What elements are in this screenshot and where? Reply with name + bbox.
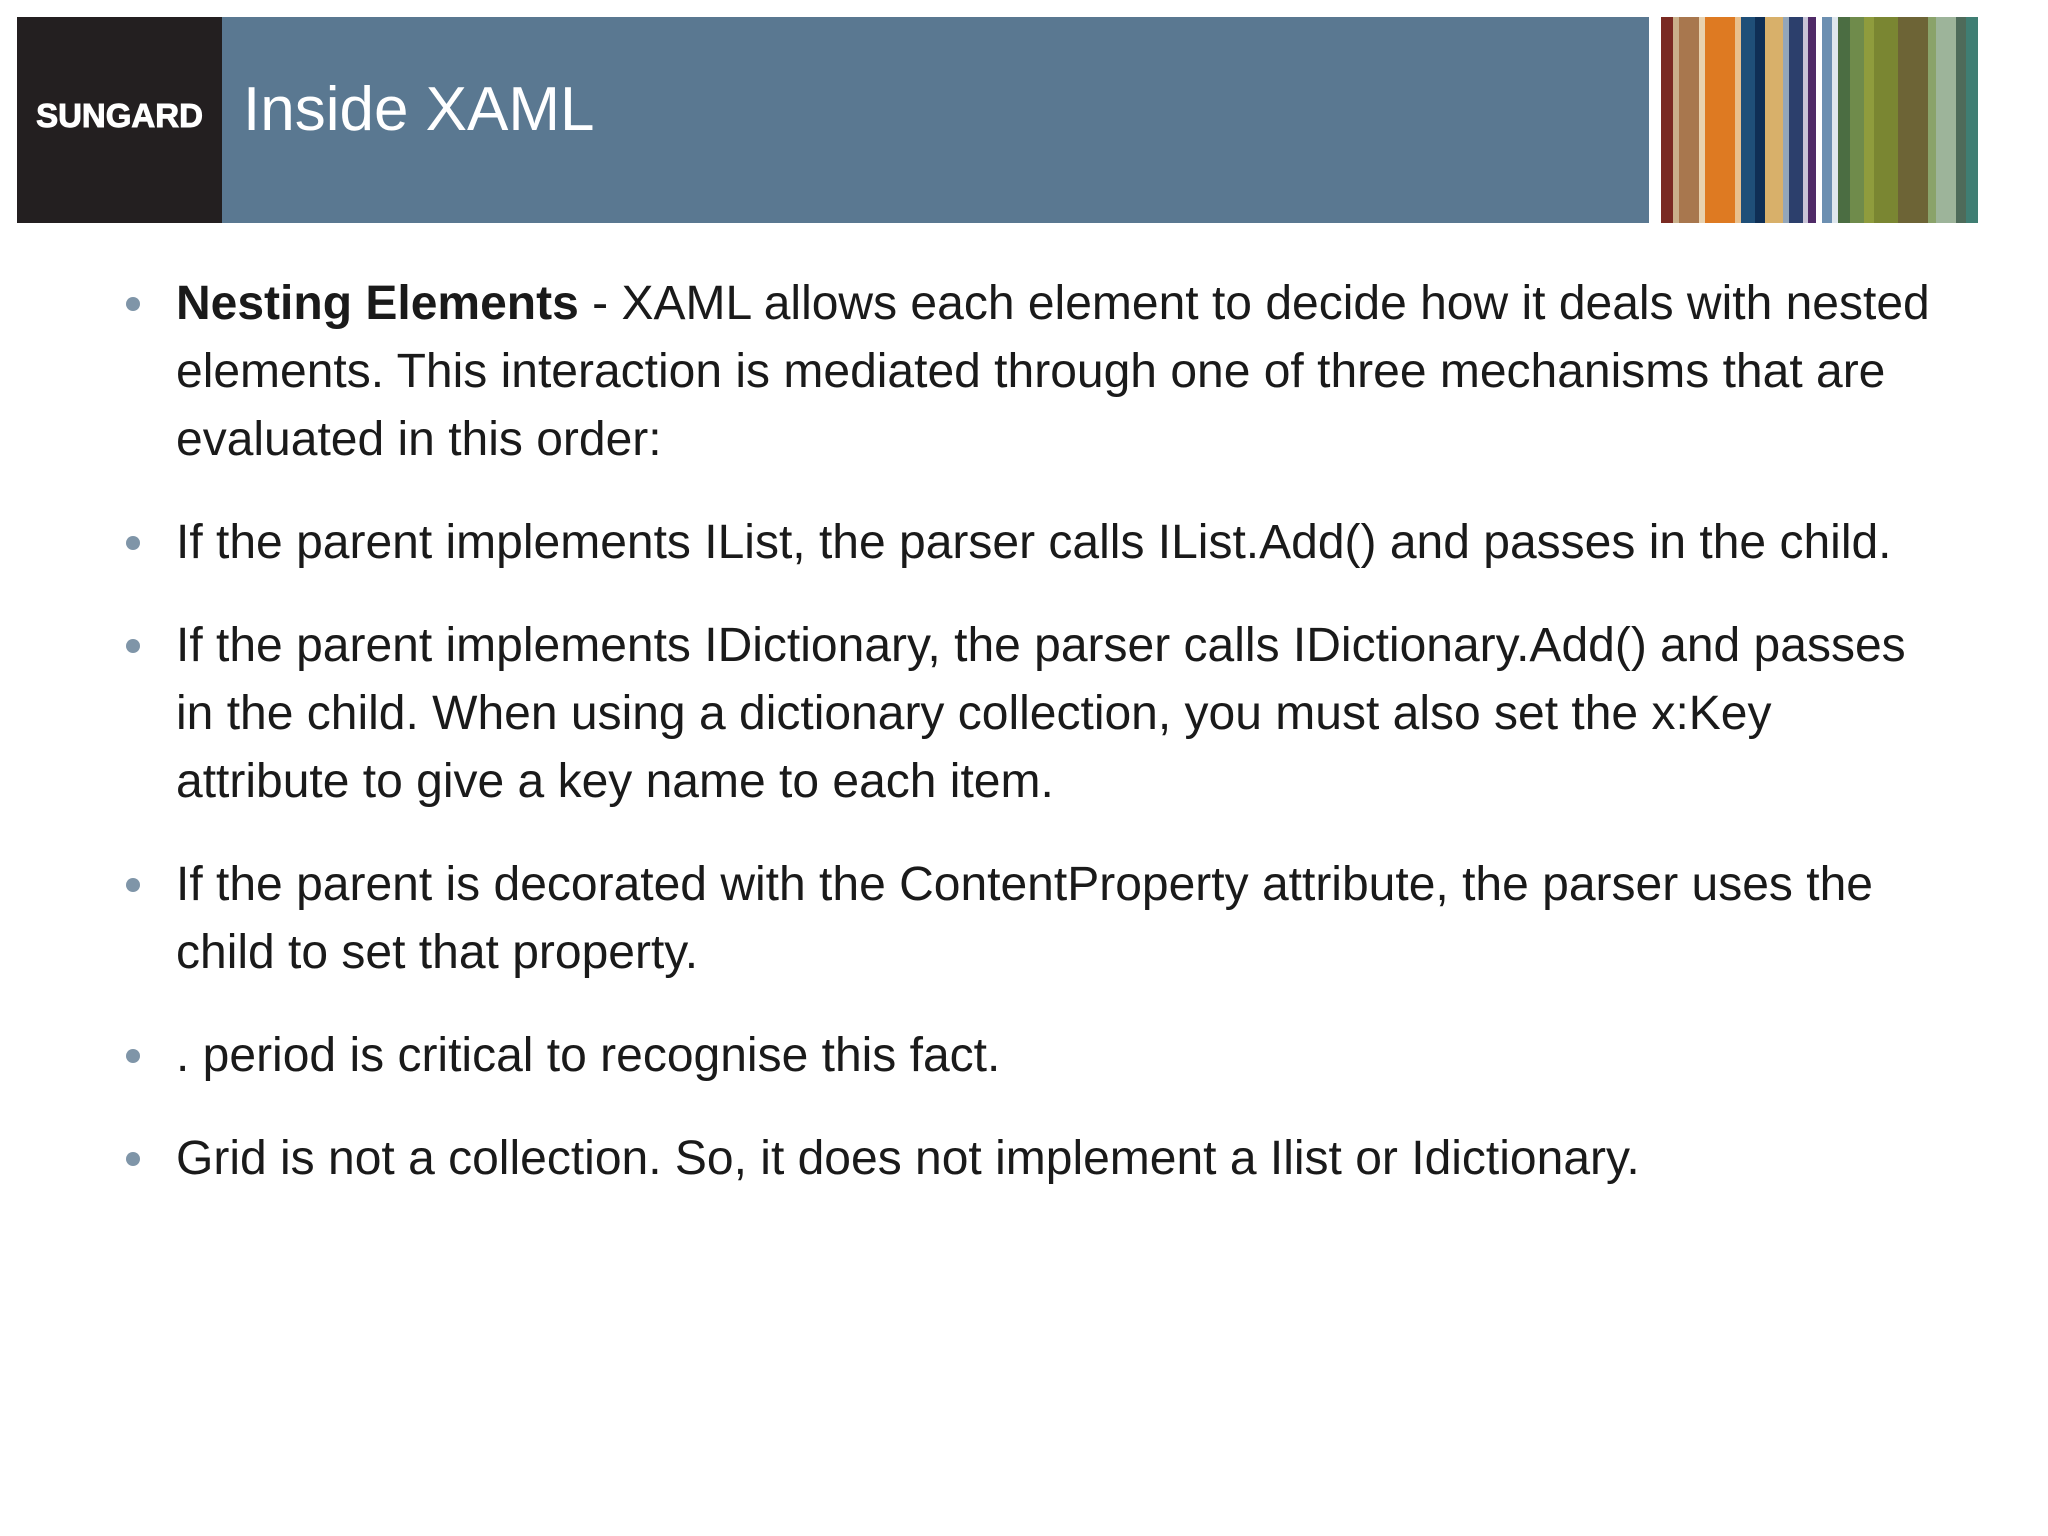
sungard-logo: SUNGARD: [36, 97, 203, 134]
bullet-dot: [126, 297, 140, 311]
slide-title: Inside XAML: [243, 75, 595, 144]
bullet-item: [120, 270, 1930, 474]
bullet-bold-label: Nesting Elements: [176, 277, 579, 330]
decorative-stripes: [1649, 17, 2038, 223]
header-bar: [17, 17, 2038, 223]
bullet-text: Grid is not a collection. So, it does not implement a Ilist or Idictionary.: [176, 1132, 1640, 1185]
bullet-item: [120, 612, 1930, 816]
bullet-item: [120, 509, 1930, 577]
bullet-text: If the parent is decorated with the ContentProperty attribute, the parser uses the child to set that property.: [176, 858, 1873, 979]
bullet-dot: [126, 639, 140, 653]
bullet-text: If the parent implements IDictionary, the parser calls IDictionary.Add() and passes in the child. When using a dictionary collection, you must also set the x:Key attribute to give a key name to each item.: [176, 619, 1906, 808]
logo-box: [17, 17, 222, 223]
bullet-item: [120, 1125, 1930, 1193]
bullet-dot: [126, 1049, 140, 1063]
bullet-dot: [126, 878, 140, 892]
bullet-item: [120, 851, 1930, 987]
bullet-text: - XAML allows each element to decide how it deals with nested elements. This interaction is mediated through one of three mechanisms that are evaluated in this order:: [176, 277, 1930, 466]
bullet-text: If the parent implements IList, the parser calls IList.Add() and passes in the child.: [176, 516, 1892, 569]
bullet-dot: [126, 1152, 140, 1166]
bullet-dot: [126, 536, 140, 550]
bullet-list: [120, 270, 1930, 1228]
bullet-text: . period is critical to recognise this fact.: [176, 1029, 1001, 1082]
bullet-item: [120, 1022, 1930, 1090]
